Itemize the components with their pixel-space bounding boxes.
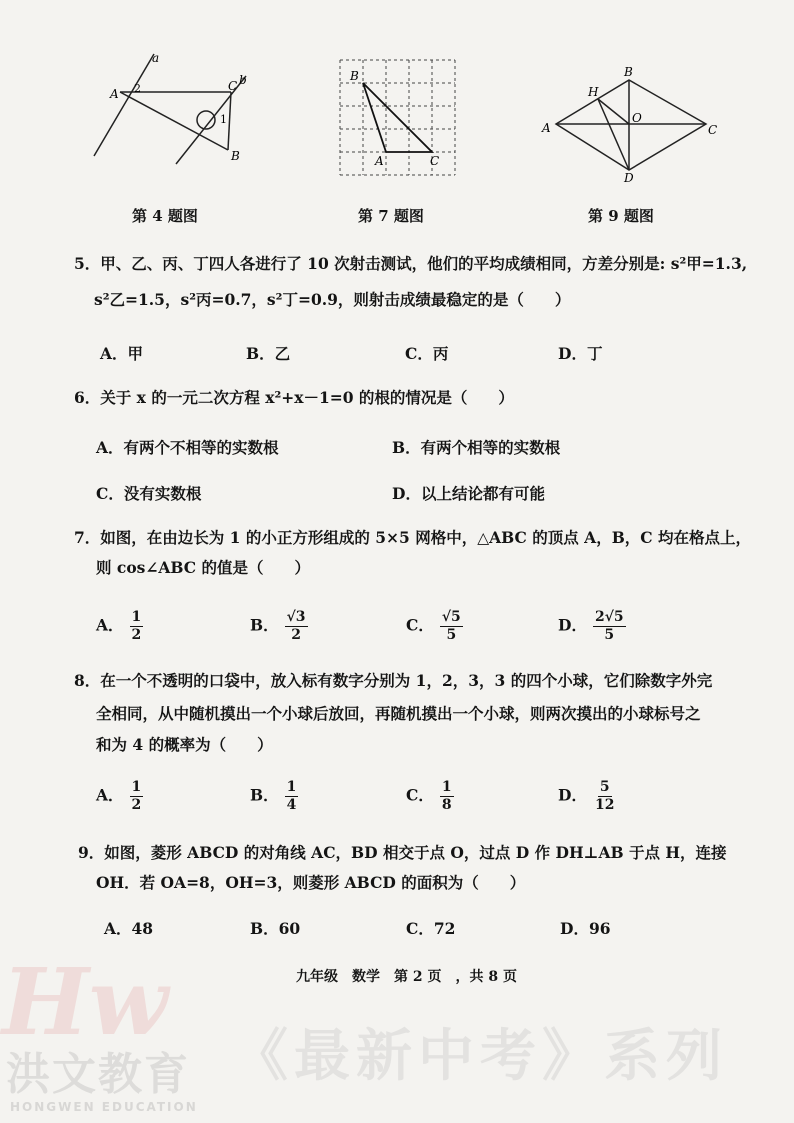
fig9-label-B: B — [624, 65, 633, 79]
fig9-label-H: H — [588, 85, 599, 99]
fraction-numerator: 5 — [599, 779, 610, 795]
fig7-label-B: B — [350, 69, 359, 83]
fraction-denominator: 2 — [291, 627, 301, 643]
watermark-brand-en: HONGWEN EDUCATION — [10, 1100, 198, 1114]
fraction-denominator: 2 — [131, 627, 142, 643]
watermark-logo: Hw — [2, 948, 169, 1056]
fig9-label-D: D — [624, 171, 634, 185]
question-6-option-d: D．以上结论都有可能 — [392, 484, 545, 503]
figure-7 — [330, 55, 460, 180]
question-9-option-d: D．96 — [560, 919, 611, 938]
fraction-numerator: 1 — [441, 779, 452, 795]
fig4-label-1: 1 — [220, 113, 227, 126]
fraction-numerator: √5 — [441, 609, 461, 625]
question-7-option-c — [406, 609, 463, 644]
fig9-label-A: A — [542, 121, 551, 135]
question-8-option-a — [96, 779, 143, 814]
figure-4-caption: 第 4 题图 — [132, 207, 198, 225]
question-8-option-a-label: A． — [96, 785, 124, 805]
question-8-option-b-label: B． — [250, 785, 279, 805]
question-8-option-d-label: D． — [558, 785, 587, 805]
question-8-option-c — [406, 779, 454, 814]
question-7-option-b — [250, 609, 308, 644]
question-9-option-c: C．72 — [406, 919, 456, 938]
fig4-label-C: C — [228, 79, 238, 93]
question-7-option-d — [558, 609, 626, 644]
fig9-label-C: C — [708, 123, 718, 137]
fig4-label-a: a — [152, 51, 160, 65]
question-7-option-a-label: A． — [96, 615, 124, 635]
question-9-option-a: A．48 — [104, 919, 154, 938]
question-6-option-b: B．有两个相等的实数根 — [392, 438, 561, 457]
fig7-label-A: A — [375, 154, 384, 168]
question-8-option-c-label: C． — [406, 785, 434, 805]
question-5-option-a: A．甲 — [100, 344, 144, 363]
fraction-numerator: 1 — [286, 779, 297, 795]
question-7-option-b-label: B． — [250, 615, 279, 635]
figure-4 — [88, 48, 258, 168]
question-6-option-a: A．有两个不相等的实数根 — [96, 438, 279, 457]
fraction-denominator: 2 — [131, 797, 142, 813]
fraction-denominator: 4 — [286, 797, 297, 813]
fraction-denominator: 12 — [594, 797, 615, 813]
question-5-line2: s²乙=1.5，s²丙=0.7，s²丁=0.9，则射击成绩最稳定的是（ ） — [94, 290, 571, 309]
figure-7-caption: 第 7 题图 — [358, 207, 424, 225]
question-7-line1: 7．如图，在由边长为 1 的小正方形组成的 5×5 网格中，△ABC 的顶点 A，B，C 均在格点上， — [74, 528, 752, 547]
fig4-label-b: b — [239, 73, 247, 87]
question-8-line3: 和为 4 的概率为（ ） — [96, 735, 273, 754]
question-6-option-c: C．没有实数根 — [96, 484, 202, 503]
fraction-numerator: √3 — [286, 609, 306, 625]
question-8-option-d — [558, 779, 616, 814]
figure-9 — [538, 62, 728, 187]
fraction-numerator: 1 — [131, 779, 142, 795]
question-9-line2: OH．若 OA=8，OH=3，则菱形 ABCD 的面积为（ ） — [96, 873, 526, 892]
fig4-label-B: B — [231, 149, 240, 163]
question-5-line1: 5．甲、乙、丙、丁四人各进行了 10 次射击测试，他们的平均成绩相同，方差分别是: s²甲=1.3, — [74, 254, 748, 273]
question-5-option-c: C．丙 — [405, 344, 449, 363]
question-6-line1: 6．关于 x 的一元二次方程 x²+x－1=0 的根的情况是（ ） — [74, 388, 514, 407]
fraction-denominator: 5 — [604, 627, 615, 643]
watermark-series: 《最新中考》系列 — [232, 1024, 728, 1089]
question-8-line1: 8．在一个不透明的口袋中，放入标有数字分别为 1，2，3，3 的四个小球，它们除数字外完 — [74, 671, 713, 690]
fraction-numerator: 1 — [131, 609, 142, 625]
question-7-option-d-label: D． — [558, 615, 587, 635]
question-8-option-b — [250, 779, 298, 814]
fraction-numerator: 2√5 — [594, 609, 624, 625]
figure-9-caption: 第 9 题图 — [588, 207, 654, 225]
question-9-line1: 9．如图，菱形 ABCD 的对角线 AC，BD 相交于点 O，过点 D 作 DH⊥AB 于点 H，连接 — [78, 843, 727, 862]
question-7-line2: 则 cos∠ABC 的值是（ ） — [96, 558, 311, 577]
fraction-denominator: 8 — [441, 797, 452, 813]
fig4-label-2: 2 — [134, 82, 141, 95]
question-7-option-a — [96, 609, 143, 644]
question-5-option-b: B．乙 — [246, 344, 291, 363]
question-8-line2: 全相同，从中随机摸出一个小球后放回，再随机摸出一个小球，则两次摸出的小球标号之 — [96, 704, 701, 723]
fig7-label-C: C — [430, 154, 440, 168]
question-7-option-c-label: C． — [406, 615, 434, 635]
question-5-option-d: D．丁 — [558, 344, 603, 363]
page-footer: 九年级 数学 第 2 页 ，共 8 页 — [296, 969, 517, 985]
fraction-denominator: 5 — [446, 627, 457, 643]
watermark-brand-cn: 洪文教育 — [6, 1049, 190, 1100]
fig4-label-A: A — [110, 87, 119, 101]
question-9-option-b: B．60 — [250, 919, 301, 938]
fig9-label-O: O — [632, 111, 642, 125]
